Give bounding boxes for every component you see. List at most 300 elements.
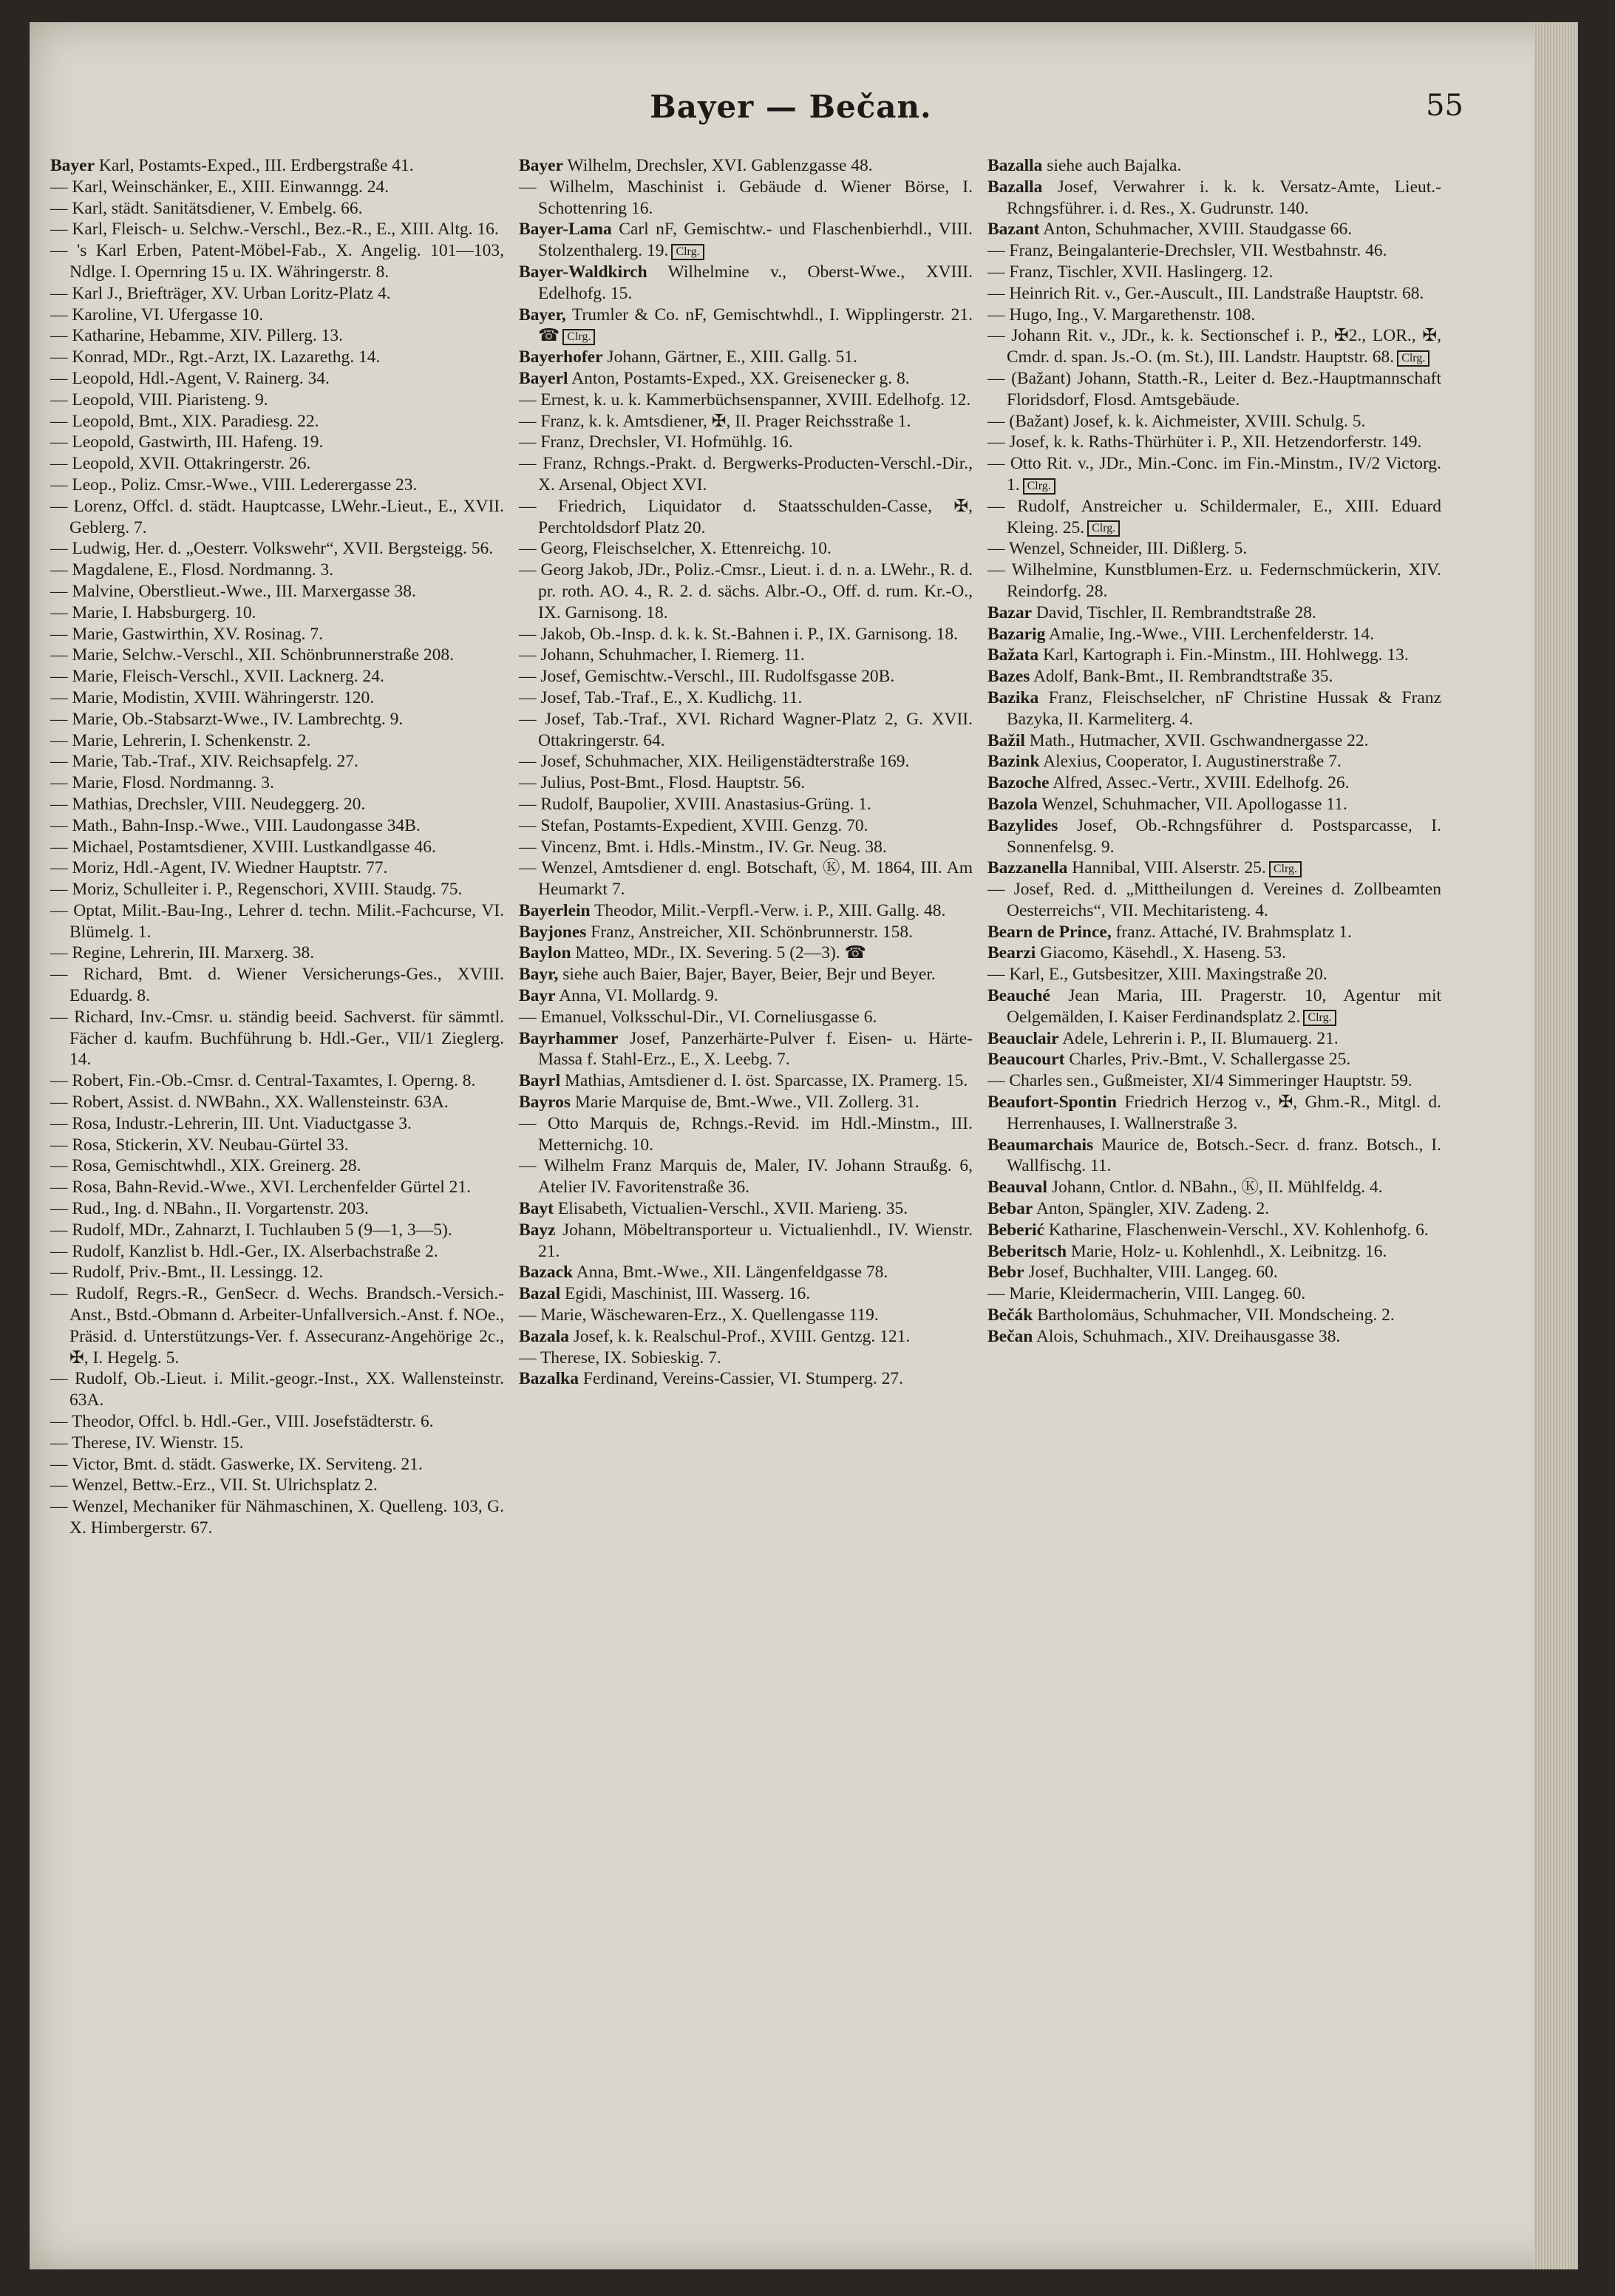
entry-details: Hannibal, VIII. Alserstr. 25. xyxy=(1072,858,1266,878)
directory-entry xyxy=(50,645,504,666)
entry-details: — Karl J., Briefträger, XV. Urban Loritz-Platz 4. xyxy=(50,283,391,303)
entry-details: — Leop., Poliz. Cmsr.-Wwe., VIII. Lederergasse 23. xyxy=(50,475,418,495)
directory-entry xyxy=(50,368,504,390)
entry-details: Josef, Panzerhärte-Pulver f. Eisen- u. Härte-Massa f. Stahl-Erz., E., X. Leebg. 7. xyxy=(538,1028,973,1070)
directory-entry xyxy=(519,709,973,752)
directory-entry xyxy=(987,1135,1441,1178)
entry-details: Franz, Fleischselcher, nF Christine Hussak & Franz Bazyka, II. Karmeliterg. 4. xyxy=(1007,687,1442,729)
entry-details: — Rosa, Industr.-Lehrerin, III. Unt. Viaductgasse 3. xyxy=(50,1113,412,1133)
entry-details: Johann, Möbeltransporteur u. Victualienhdl., IV. Wienstr. 21. xyxy=(538,1220,973,1261)
entry-details: Ferdinand, Vereins-Cassier, VI. Stumperg. 27. xyxy=(582,1369,903,1389)
entry-details: Adolf, Bank-Bmt., II. Rembrandtstraße 35. xyxy=(1033,667,1333,687)
directory-entry xyxy=(50,1368,504,1411)
entry-details: Marie, Holz- u. Kohlenhdl., X. Leibnitzg. 16. xyxy=(1070,1241,1387,1261)
entry-surname: Bazalka xyxy=(519,1369,579,1389)
entry-surname: Bečák xyxy=(987,1305,1033,1325)
directory-entry xyxy=(519,560,973,623)
entry-details: — Otto Marquis de, Rchngs.-Revid. im Hdl.-Minstm., III. Metternichg. 10. xyxy=(519,1113,973,1155)
directory-entry xyxy=(519,942,973,964)
directory-entry xyxy=(987,219,1441,240)
directory-entry xyxy=(50,1198,504,1220)
entry-surname: Bearn de Prince, xyxy=(987,922,1112,942)
directory-entry xyxy=(519,900,973,922)
directory-entry xyxy=(519,1155,973,1198)
entry-details: Wilhelmine v., Oberst-Wwe., XVIII. Edelhofg. 15. xyxy=(538,262,973,303)
directory-entry xyxy=(50,1283,504,1368)
entry-details: — Marie, Selchw.-Verschl., XII. Schönbrunnerstraße 208. xyxy=(50,645,455,665)
directory-entry xyxy=(50,1220,504,1241)
directory-entry xyxy=(519,262,973,305)
directory-entry xyxy=(50,475,504,496)
entry-details: Alfred, Assec.-Vertr., XVIII. Edelhofg. 26. xyxy=(1053,773,1350,793)
entry-details: — Wilhelm, Maschinist i. Gebäude d. Wiener Börse, I. Schottenring 16. xyxy=(519,177,973,218)
entry-surname: Bazzanella xyxy=(987,858,1068,878)
entry-details: — Julius, Post-Bmt., Flosd. Hauptstr. 56. xyxy=(519,773,806,793)
entry-surname: Bazar xyxy=(987,602,1033,622)
entry-details: — Vincenz, Bmt. i. Hdls.-Minstm., IV. Gr. Neug. 38. xyxy=(519,837,887,857)
entry-details: — Robert, Fin.-Ob.-Cmsr. d. Central-Taxamtes, I. Operng. 8. xyxy=(50,1071,476,1091)
directory-entry xyxy=(987,283,1441,305)
entry-details: Trumler & Co. nF, Gemischtwhdl., I. Wipplingerstr. 21. ☎ xyxy=(538,305,973,346)
entry-details: Matteo, MDr., IX. Severing. 5 (2—3). ☎ xyxy=(575,943,866,963)
entry-details: Josef, Verwahrer i. k. k. Versatz-Amte, Lieut.-Rchngsführer. i. d. Res., X. Gudrunstr. 140. xyxy=(1007,177,1441,218)
directory-entry xyxy=(987,1028,1441,1050)
directory-entry xyxy=(50,1241,504,1263)
running-head xyxy=(30,89,1552,133)
entry-details: — Rudolf, Anstreicher u. Schildermaler, E., XIII. Eduard Kleing. 25. xyxy=(987,496,1441,537)
entry-surname: Bayt xyxy=(519,1199,554,1219)
entry-details: — Josef, Red. d. „Mittheilungen d. Vereines d. Zollbeamten Oesterreichs“, VII. Mechitaristeng. 4. xyxy=(987,880,1441,920)
entry-surname: Bazes xyxy=(987,667,1030,687)
directory-entry xyxy=(50,687,504,709)
entry-surname: Bayz xyxy=(519,1220,556,1240)
directory-entry xyxy=(519,219,973,262)
directory-entry xyxy=(519,794,973,815)
entry-details: Charles, Priv.-Bmt., V. Schallergasse 25. xyxy=(1069,1050,1351,1070)
directory-entry xyxy=(987,964,1441,985)
directory-entry xyxy=(519,1007,973,1028)
directory-entry xyxy=(987,325,1441,368)
entry-details: — Leopold, XVII. Ottakringerstr. 26. xyxy=(50,454,311,474)
entry-details: Josef, k. k. Realschul-Prof., XVIII. Gentzg. 121. xyxy=(573,1326,911,1346)
entry-details: — Franz, Rchngs.-Prakt. d. Bergwerks-Producten-Verschl.-Dir., X. Arsenal, Object XVI. xyxy=(519,454,973,495)
directory-entry xyxy=(50,219,504,240)
entry-details: — Josef, k. k. Raths-Thürhüter i. P., XII. Hetzendorferstr. 149. xyxy=(987,432,1422,452)
directory-entry xyxy=(50,1262,504,1283)
clearing-badge: Clrg. xyxy=(1303,1010,1336,1026)
entry-details: — Therese, IX. Sobieskig. 7. xyxy=(519,1348,721,1368)
entry-details: — Magdalene, E., Flosd. Nordmanng. 3. xyxy=(50,560,334,580)
entry-surname: Baylon xyxy=(519,943,571,963)
entry-surname: Bayerlein xyxy=(519,900,591,920)
directory-entry xyxy=(519,1070,973,1092)
entry-details: — Georg Jakob, JDr., Poliz.-Cmsr., Lieut. i. d. n. a. LWehr., R. d. pr. roth. AO. 4., R. 2. d. sächs. Albr.-O., Off. d. rum. Kr.-O., IX. Garnisong. 18. xyxy=(519,560,973,622)
entry-details: — Rud., Ing. d. NBahn., II. Vorgartenstr. 203. xyxy=(50,1199,369,1219)
entry-details: — Regine, Lehrerin, III. Marxerg. 38. xyxy=(50,943,315,963)
directory-entry xyxy=(519,837,973,858)
directory-entry xyxy=(50,538,504,560)
directory-entry xyxy=(519,453,973,496)
page-number: 55 xyxy=(1426,89,1463,123)
directory-entry xyxy=(987,1305,1441,1326)
directory-entry xyxy=(50,560,504,581)
entry-details: — Rudolf, Priv.-Bmt., II. Lessingg. 12. xyxy=(50,1263,324,1283)
directory-entry xyxy=(519,347,973,368)
entry-details: — Robert, Assist. d. NWBahn., XX. Wallensteinstr. 63A. xyxy=(50,1093,449,1113)
entry-surname: Bayer xyxy=(50,156,95,175)
directory-entry xyxy=(50,1092,504,1113)
entry-details: — Marie, I. Habsburgerg. 10. xyxy=(50,602,256,622)
entry-details: — Rudolf, Regrs.-R., GenSecr. d. Wechs. Brandsch.-Versich.-Anst., Bstd.-Obmann d. Arbeiter-Unfallversich.-Anst. f. NOe., Präsid. d. Unterstützungs-Ver. f. Assecuranz-Angehörige 2c., ✠, I. Hegelg. 5. xyxy=(50,1284,504,1368)
directory-entry xyxy=(987,645,1441,666)
entry-surname: Beberitsch xyxy=(987,1241,1067,1261)
entry-details: — Franz, Drechsler, VI. Hofmühlg. 16. xyxy=(519,432,793,452)
entry-details: Mathias, Amtsdiener d. I. öst. Sparcasse, IX. Pramerg. 15. xyxy=(565,1071,968,1091)
directory-entry xyxy=(987,1326,1441,1348)
directory-entry xyxy=(519,1283,973,1305)
entry-details: — Karl, E., Gutsbesitzer, XIII. Maxingstraße 20. xyxy=(987,965,1327,985)
entry-details: siehe auch Bajalka. xyxy=(1047,156,1182,175)
entry-details: — Marie, Wäschewaren-Erz., X. Quellengasse 119. xyxy=(519,1305,879,1325)
entry-details: — Wilhelm Franz Marquis de, Maler, IV. Johann Straußg. 6, Atelier IV. Favoritenstraße 36. xyxy=(519,1156,973,1198)
entry-surname: Bazal xyxy=(519,1284,561,1304)
entry-details: Anna, VI. Mollardg. 9. xyxy=(559,986,718,1006)
directory-entry xyxy=(50,581,504,602)
directory-entry xyxy=(50,666,504,687)
directory-entry xyxy=(987,794,1441,815)
directory-entry xyxy=(987,922,1441,943)
directory-entry xyxy=(987,857,1441,879)
entry-details: Anton, Schuhmacher, XVIII. Staudgasse 66. xyxy=(1043,220,1353,240)
entry-details: Johann, Cntlor. d. NBahn., Ⓚ, II. Mühlfeldg. 4. xyxy=(1051,1178,1383,1198)
entry-details: — Ludwig, Her. d. „Oesterr. Volkswehr“, XVII. Bergsteigg. 56. xyxy=(50,539,494,559)
page-fore-edge xyxy=(1534,22,1578,2269)
entry-details: Johann, Gärtner, E., XIII. Gallg. 51. xyxy=(607,347,857,367)
directory-entry xyxy=(519,538,973,560)
entry-details: — Marie, Modistin, XVIII. Währingerstr. 120. xyxy=(50,687,375,707)
entry-details: Anton, Postamts-Exped., XX. Greisenecker g. 8. xyxy=(571,368,910,388)
directory-entry xyxy=(50,240,504,283)
entry-details: — Hugo, Ing., V. Margarethenstr. 108. xyxy=(987,305,1256,325)
entry-surname: Bayr, xyxy=(519,965,559,985)
entry-details: Math., Hutmacher, XVII. Gschwandnergasse 22. xyxy=(1029,730,1369,750)
entry-details: — Rudolf, Ob.-Lieut. i. Milit.-geogr.-Inst., XX. Wallensteinstr. 63A. xyxy=(50,1369,504,1410)
entry-surname: Bayrl xyxy=(519,1071,561,1091)
directory-entry xyxy=(519,155,973,177)
directory-entry xyxy=(987,1241,1441,1263)
entry-details: Anton, Spängler, XIV. Zadeng. 2. xyxy=(1036,1199,1270,1219)
entry-details: Friedrich Herzog v., ✠, Ghm.-R., Mitgl. d. Herrenhauses, I. Wallnerstraße 3. xyxy=(1007,1093,1442,1133)
entry-details: — Marie, Fleisch-Verschl., XVII. Lacknerg. 24. xyxy=(50,667,384,687)
entry-surname: Bažil xyxy=(987,730,1025,750)
directory-entry xyxy=(987,453,1441,496)
entry-details: — Leopold, Bmt., XIX. Paradiesg. 22. xyxy=(50,411,319,431)
directory-entry xyxy=(50,794,504,815)
directory-entry xyxy=(519,1305,973,1326)
entry-surname: Bebr xyxy=(987,1263,1024,1283)
entry-details: — Moriz, Hdl.-Agent, IV. Wiedner Hauptstr. 77. xyxy=(50,858,388,878)
entry-surname: Beaumarchais xyxy=(987,1135,1094,1155)
entry-surname: Beaufort-Spontin xyxy=(987,1093,1117,1113)
directory-entry xyxy=(50,879,504,900)
entry-details: — Marie, Gastwirthin, XV. Rosinag. 7. xyxy=(50,624,324,644)
directory-entry xyxy=(987,240,1441,262)
entry-details: — Friedrich, Liquidator d. Staatsschulden-Casse, ✠, Perchtoldsdorf Platz 20. xyxy=(519,496,973,537)
entry-details: — Franz, Beingalanterie-Drechsler, VII. Westbahnstr. 46. xyxy=(987,241,1387,261)
directory-entry xyxy=(987,687,1441,730)
directory-entry xyxy=(50,283,504,305)
directory-entry xyxy=(50,709,504,730)
entry-details: — Moriz, Schulleiter i. P., Regenschori, XVIII. Staudg. 75. xyxy=(50,880,463,900)
directory-entry xyxy=(987,1283,1441,1305)
directory-entry xyxy=(519,922,973,943)
entry-details: Josef, Ob.-Rchngsführer d. Postsparcasse, I. Sonnenfelsg. 9. xyxy=(1007,815,1442,857)
entry-details: siehe auch Baier, Bajer, Bayer, Beier, Bejr und Beyer. xyxy=(562,965,936,985)
entry-details: — (Bažant) Josef, k. k. Aichmeister, XVIII. Schulg. 5. xyxy=(987,411,1366,431)
entry-details: — Mathias, Drechsler, VIII. Neudeggerg. 20. xyxy=(50,794,366,814)
directory-entry xyxy=(50,730,504,752)
directory-entry xyxy=(50,496,504,539)
entry-details: — Georg, Fleischselcher, X. Ettenreichg. 10. xyxy=(519,539,832,559)
entry-details: — Ernest, k. u. k. Kammerbüchsenspanner, XVIII. Edelhofg. 12. xyxy=(519,390,971,410)
directory-page xyxy=(30,22,1578,2269)
directory-entry xyxy=(519,772,973,794)
directory-entry xyxy=(987,879,1441,922)
entry-details: Karl, Postamts-Exped., III. Erdbergstraße 41. xyxy=(98,156,414,175)
entry-details: — Franz, k. k. Amtsdiener, ✠, II. Prager Reichsstraße 1. xyxy=(519,411,911,431)
entry-details: Maurice de, Botsch.-Secr. d. franz. Botsch., I. Wallfischg. 11. xyxy=(1007,1135,1441,1176)
entry-details: — Victor, Bmt. d. städt. Gaswerke, IX. Serviteng. 21. xyxy=(50,1454,423,1474)
entry-details: — Wenzel, Mechaniker für Nähmaschinen, X. Quelleng. 103, G. X. Himbergerstr. 67. xyxy=(50,1497,504,1538)
directory-entry xyxy=(50,411,504,432)
entry-details: — (Bažant) Johann, Statth.-R., Leiter d. Bez.-Hauptmannschaft Floridsdorf, Flosd. Amtsgebäude. xyxy=(987,368,1441,410)
directory-entry xyxy=(519,1262,973,1283)
directory-entry xyxy=(50,1155,504,1177)
directory-entry xyxy=(987,985,1441,1028)
directory-entry xyxy=(519,1348,973,1369)
entry-details: — Michael, Postamtsdiener, XVIII. Lustkandlgasse 46. xyxy=(50,837,436,857)
directory-entry xyxy=(519,666,973,687)
directory-entry xyxy=(519,390,973,411)
directory-entry xyxy=(50,900,504,943)
entry-details: — Johann Rit. v., JDr., k. k. Sectionschef i. P., ✠2., LOR., ✠, Cmdr. d. span. Js.-O. (m. St.), III. Landstr. Hauptstr. 68. xyxy=(987,326,1441,367)
entry-details: Amalie, Ing.-Wwe., VIII. Lerchenfelderstr. 14. xyxy=(1048,624,1374,644)
directory-entry xyxy=(987,624,1441,645)
entry-details: franz. Attaché, IV. Brahmsplatz 1. xyxy=(1115,922,1352,942)
directory-entry xyxy=(987,305,1441,326)
directory-entry xyxy=(987,1092,1441,1135)
entry-details: — Rosa, Stickerin, XV. Neubau-Gürtel 33. xyxy=(50,1135,349,1155)
entry-details: Wilhelm, Drechsler, XVI. Gablenzgasse 48. xyxy=(567,156,873,175)
directory-entry xyxy=(50,453,504,475)
entry-details: — Marie, Kleidermacherin, VIII. Langeg. 60. xyxy=(987,1284,1306,1304)
directory-entry xyxy=(50,602,504,624)
entry-details: Franz, Anstreicher, XII. Schönbrunnerstr. 158. xyxy=(591,922,913,942)
entry-surname: Bayer, xyxy=(519,305,566,325)
directory-entry xyxy=(519,857,973,900)
entry-details: — Leopold, Gastwirth, III. Hafeng. 19. xyxy=(50,432,324,452)
entry-details: — Wenzel, Schneider, III. Dißlerg. 5. xyxy=(987,539,1248,559)
directory-entry xyxy=(987,942,1441,964)
directory-entry xyxy=(50,1070,504,1092)
directory-entry xyxy=(987,432,1441,453)
entry-details: — Rudolf, Kanzlist b. Hdl.-Ger., IX. Alserbachstraße 2. xyxy=(50,1241,438,1261)
entry-surname: Bazarig xyxy=(987,624,1046,644)
entry-surname: Bazink xyxy=(987,752,1040,772)
directory-entry xyxy=(50,390,504,411)
entry-surname: Bazika xyxy=(987,687,1039,707)
directory-entry xyxy=(50,942,504,964)
clearing-badge: Clrg. xyxy=(1269,861,1302,877)
directory-entry xyxy=(987,1220,1441,1241)
entry-details: — Karl, Fleisch- u. Selchw.-Verschl., Bez.-R., E., XIII. Altg. 16. xyxy=(50,220,499,240)
directory-entry xyxy=(519,964,973,985)
directory-entry xyxy=(50,1007,504,1070)
directory-entry xyxy=(519,368,973,390)
entry-surname: Bazalla xyxy=(987,156,1043,175)
entry-details: — Malvine, Oberstlieut.-Wwe., III. Marxergasse 38. xyxy=(50,581,416,601)
entry-surname: Bearzi xyxy=(987,943,1036,963)
entry-surname: Bebar xyxy=(987,1199,1033,1219)
directory-entry xyxy=(50,1135,504,1156)
entry-details: — Lorenz, Offcl. d. städt. Hauptcasse, LWehr.-Lieut., E., XVII. Geblerg. 7. xyxy=(50,496,504,537)
entry-surname: Bayer-Lama xyxy=(519,220,612,240)
entry-details: — Leopold, VIII. Piaristeng. 9. xyxy=(50,390,268,410)
directory-entry xyxy=(50,177,504,198)
entry-surname: Bayrhammer xyxy=(519,1028,619,1048)
directory-entry xyxy=(987,602,1441,624)
directory-entry xyxy=(987,177,1441,220)
entry-details: — Richard, Inv.-Cmsr. u. ständig beeid. Sachverst. für sämmtl. Fächer d. kaufm. Buchführung b. Hdl.-Ger., VII/1 Zieglerg. 14. xyxy=(50,1007,504,1070)
directory-entry xyxy=(519,1326,973,1348)
entry-surname: Bečan xyxy=(987,1326,1033,1346)
page-title: Bayer — Bečan. xyxy=(650,89,932,125)
entry-surname: Beberić xyxy=(987,1220,1044,1240)
directory-entry xyxy=(519,496,973,539)
entry-details: — Karl, Weinschänker, E., XIII. Einwanngg. 24. xyxy=(50,177,390,197)
entry-details: — Wilhelmine, Kunstblumen-Erz. u. Federnschmückerin, XIV. Reindorfg. 28. xyxy=(987,560,1441,601)
entry-surname: Bayros xyxy=(519,1093,571,1113)
entry-surname: Beauclair xyxy=(987,1028,1059,1048)
entry-details: Wenzel, Schuhmacher, VII. Apollogasse 11. xyxy=(1041,794,1347,814)
clearing-badge: Clrg. xyxy=(671,244,704,260)
directory-entry xyxy=(519,1028,973,1071)
clearing-badge: Clrg. xyxy=(1023,478,1055,495)
entry-details: Carl nF, Gemischtw.- und Flaschenbierhdl., VIII. Stolzenthalerg. 19. xyxy=(538,220,973,261)
directory-entry xyxy=(50,432,504,453)
directory-entry xyxy=(987,1262,1441,1283)
directory-entry xyxy=(50,1411,504,1433)
directory-entry xyxy=(987,560,1441,602)
directory-entry xyxy=(987,411,1441,432)
entry-surname: Bazalla xyxy=(987,177,1043,197)
directory-entry xyxy=(50,837,504,858)
directory-entry xyxy=(519,985,973,1007)
directory-entry xyxy=(987,815,1441,858)
entry-details: David, Tischler, II. Rembrandtstraße 28. xyxy=(1036,602,1316,622)
entry-details: — Marie, Tab.-Traf., XIV. Reichsapfelg. 27. xyxy=(50,752,358,772)
directory-entry xyxy=(987,1198,1441,1220)
entry-details: Alexius, Cooperator, I. Augustinerstraße 7. xyxy=(1043,752,1342,772)
directory-entry xyxy=(987,368,1441,411)
directory-entry xyxy=(987,1049,1441,1070)
entry-details: — Wenzel, Amtsdiener d. engl. Botschaft, Ⓚ, M. 1864, III. Am Heumarkt 7. xyxy=(519,858,973,900)
directory-entry xyxy=(50,305,504,326)
entry-details: — Marie, Ob.-Stabsarzt-Wwe., IV. Lambrechtg. 9. xyxy=(50,709,404,729)
column-left xyxy=(50,155,504,1539)
entry-details: — Jakob, Ob.-Insp. d. k. k. St.-Bahnen i. P., IX. Garnisong. 18. xyxy=(519,624,958,644)
entry-details: — Johann, Schuhmacher, I. Riemerg. 11. xyxy=(519,645,805,665)
directory-entry xyxy=(50,857,504,879)
entry-details: Marie Marquise de, Bmt.-Wwe., VII. Zollerg. 31. xyxy=(574,1093,919,1113)
column-right xyxy=(987,155,1441,1348)
entry-surname: Bazack xyxy=(519,1263,574,1283)
directory-entry xyxy=(50,1454,504,1475)
entry-details: — Charles sen., Gußmeister, XI/4 Simmeringer Hauptstr. 59. xyxy=(987,1071,1412,1091)
entry-details: Theodor, Milit.-Verpfl.-Verw. i. P., XIII. Gallg. 48. xyxy=(594,900,946,920)
directory-entry xyxy=(50,1113,504,1135)
entry-details: Karl, Kartograph i. Fin.-Minstm., III. Hohlwegg. 13. xyxy=(1043,645,1409,665)
column-middle xyxy=(519,155,973,1390)
entry-surname: Beauval xyxy=(987,1178,1047,1198)
directory-entry xyxy=(987,730,1441,752)
directory-entry xyxy=(987,1177,1441,1198)
entry-details: — Otto Rit. v., JDr., Min.-Conc. im Fin.-Minstm., IV/2 Victorg. 1. xyxy=(987,454,1441,495)
entry-details: — Josef, Gemischtw.-Verschl., III. Rudolfsgasse 20B. xyxy=(519,667,895,687)
entry-details: — Optat, Milit.-Bau-Ing., Lehrer d. techn. Milit.-Fachcurse, VI. Blümelg. 1. xyxy=(50,900,504,942)
directory-entry xyxy=(519,1220,973,1263)
directory-entry xyxy=(519,1113,973,1156)
entry-surname: Beaucourt xyxy=(987,1050,1065,1070)
entry-surname: Bazylides xyxy=(987,815,1058,835)
entry-details: Bartholomäus, Schuhmacher, VII. Mondscheing. 2. xyxy=(1037,1305,1395,1325)
entry-surname: Bazant xyxy=(987,220,1040,240)
directory-entry xyxy=(519,1368,973,1390)
directory-entry xyxy=(519,624,973,645)
entry-details: Alois, Schuhmach., XIV. Dreihausgasse 38. xyxy=(1036,1326,1341,1346)
directory-entry xyxy=(519,1092,973,1113)
directory-entry xyxy=(519,432,973,453)
entry-details: — Rudolf, MDr., Zahnarzt, I. Tuchlauben 5 (9—1, 3—5). xyxy=(50,1220,452,1240)
entry-details: Egidi, Maschinist, III. Wasserg. 16. xyxy=(565,1284,811,1304)
entry-details: — Stefan, Postamts-Expedient, XVIII. Genzg. 70. xyxy=(519,815,868,835)
entry-details: — Rosa, Bahn-Revid.-Wwe., XVI. Lerchenfelder Gürtel 21. xyxy=(50,1178,472,1198)
entry-details: Elisabeth, Victualien-Verschl., XVII. Marieng. 35. xyxy=(557,1199,908,1219)
directory-entry xyxy=(50,198,504,220)
entry-details: — Josef, Tab.-Traf., E., X. Kudlichg. 11. xyxy=(519,687,803,707)
directory-entry xyxy=(50,1475,504,1496)
entry-details: — Josef, Tab.-Traf., XVI. Richard Wagner-Platz 2, G. XVII. Ottakringerstr. 64. xyxy=(519,709,973,750)
entry-surname: Beauché xyxy=(987,986,1050,1006)
directory-entry xyxy=(987,538,1441,560)
clearing-badge: Clrg. xyxy=(1087,520,1120,537)
entry-details: — Katharine, Hebamme, XIV. Pillerg. 13. xyxy=(50,326,343,346)
entry-details: — Konrad, MDr., Rgt.-Arzt, IX. Lazarethg. 14. xyxy=(50,347,381,367)
clearing-badge: Clrg. xyxy=(562,329,595,345)
directory-entry xyxy=(987,751,1441,772)
entry-surname: Bayerhofer xyxy=(519,347,603,367)
entry-details: — Rudolf, Baupolier, XVIII. Anastasius-Grüng. 1. xyxy=(519,794,871,814)
clearing-badge: Clrg. xyxy=(1397,350,1429,367)
entry-surname: Bayr xyxy=(519,986,556,1006)
directory-entry xyxy=(50,964,504,1007)
directory-entry xyxy=(987,262,1441,283)
directory-entry xyxy=(50,815,504,837)
directory-entry xyxy=(50,624,504,645)
entry-details: — Therese, IV. Wienstr. 15. xyxy=(50,1433,244,1453)
directory-entry xyxy=(987,666,1441,687)
entry-details: — Rosa, Gemischtwhdl., XIX. Greinerg. 28. xyxy=(50,1156,361,1176)
